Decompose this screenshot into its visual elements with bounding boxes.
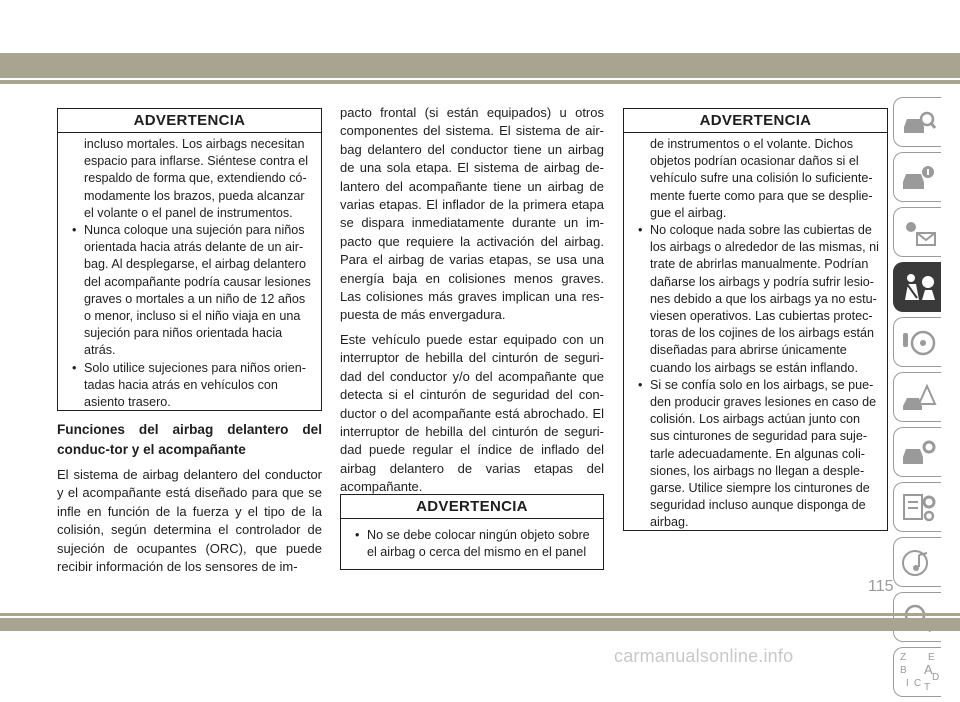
paragraph: Este vehículo puede estar equipado con un interruptor de hebilla del cinturón de seguri-dad del conductor y/o del acompañante que detecta si el cinturón de seguridad del con-ductor o del acompañante está abrochado. El interruptor de hebilla del cinturón de seguri-dad puede regular el índice de inflado del airbag delantero de varias etapas del acompañante. [340, 331, 604, 495]
paragraph: pacto frontal (si están equipados) u otros componentes del sistema. El sistema de air-bag delantero del conductor tiene un airbag de una sola etapa. El sistema de airbag de-lantero del acompañante tiene un airbag de varias etapas. El inflador de la primera etapa se dispara inmediatamente durante un im-pacto que requiere la activación del airbag. Para el airbag de varias etapas, se usa una energía baja en colisiones menos graves. Las colisiones más graves implican una res-puesta de más envergadura. [340, 105, 604, 323]
page-number: 115 [868, 578, 894, 595]
warning-title: ADVERTENCIA [624, 108, 887, 133]
tab-car-info[interactable] [893, 152, 941, 202]
warning-bullet: • Si se confía solo en los airbags, se pue-den producir graves lesiones en caso de colisión. Los airbags actúan junto con sus cinturones de seguridad para suje-tarle adecuadamente. En algunas coli-siones, los airbags no llegan a desple-garse. Utilice siempre los cinturones de seguridad incluso aunque disponga de airbag. [640, 377, 879, 532]
section-heading: Funciones del airbag delantero del conduc-tor y el acompañante [57, 422, 322, 457]
tab-index[interactable] [893, 592, 941, 642]
car-info-icon [901, 162, 937, 194]
warning-bullet: • No se debe colocar ningún objeto sobre el airbag o cerca del mismo en el panel [357, 527, 595, 561]
warning-bullet: • Solo utilice sujeciones para niños orien-tadas hacia atrás en vehículos con asiento trasero. [74, 360, 313, 412]
tab-starting-operating[interactable] [893, 317, 941, 367]
warning-body [624, 133, 887, 538]
warning-title: ADVERTENCIA [341, 494, 603, 519]
specifications-icon [901, 492, 937, 524]
multimedia-icon [901, 547, 937, 579]
warning-body [58, 133, 321, 417]
warning-box-middle [340, 494, 604, 570]
car-search-icon [901, 107, 937, 139]
index-letter: B [900, 665, 907, 676]
footer-band [0, 618, 960, 631]
warning-text: de instrumentos o el volante. Dichos objetos podrían ocasionar daños si el vehículo sufre una colisión lo suficiente-mente fuerte como para que se desplie-gue el airbag. [650, 137, 873, 220]
tab-multimedia[interactable] [893, 537, 941, 587]
chapter-tabs [893, 97, 943, 702]
column-middle-text [340, 104, 604, 503]
warning-title: ADVERTENCIA [58, 108, 321, 133]
tab-warning-lights[interactable] [893, 207, 941, 257]
warning-box-left [57, 108, 322, 411]
tab-safety[interactable] [893, 262, 941, 312]
warning-body [341, 519, 603, 567]
column-left-text [57, 420, 322, 582]
warning-bullet: • No coloque nada sobre las cubiertas de los airbags o alrededor de las mismas, ni trate de abrirlas manualmente. Podrían dañarse los airbags y podría sufrir lesio-nes debido a que los airbags ya no estu-viesen operativos. Las cubiertas protec-toras de los cojines de los airbags están diseñadas para abrirse únicamente cuando los airbags se están inflando. [640, 222, 879, 377]
index-letter: C [914, 678, 922, 689]
warning-text: incluso mortales. Los airbags necesitan espacio para inflarse. Siéntese contra el respaldo de forma que, extendiendo có-modamente los brazos, pueda alcanzar el volante o el panel de instrumentos. [84, 137, 309, 220]
tab-specifications[interactable] [893, 482, 941, 532]
index-letter: E [928, 652, 935, 663]
watermark: carmanualsonline.info [614, 646, 794, 666]
warning-box-right [623, 108, 888, 531]
index-letter: Z [900, 652, 907, 663]
footer-rule [0, 613, 960, 616]
index-letter: T [924, 682, 931, 693]
tab-alphabet-index[interactable] [893, 647, 941, 697]
steering-wheel-icon [901, 327, 937, 359]
index-letter: D [932, 672, 940, 683]
header-band [0, 53, 960, 78]
warning-lights-message-icon [901, 217, 937, 249]
roadside-warning-icon [901, 382, 937, 414]
tab-service[interactable] [893, 427, 941, 477]
seatbelt-airbag-icon [901, 272, 937, 304]
tab-car-search[interactable] [893, 97, 941, 147]
car-service-icon [901, 437, 937, 469]
index-letter: I [906, 678, 909, 689]
index-letter: A [924, 662, 933, 677]
warning-bullet: • Nunca coloque una sujeción para niños orientada hacia atrás delante de un air-bag. Al desplegarse, el airbag delantero del acompañante podría causar lesiones graves o mortales a un niño de 12 años o menor, incluso si el niño viaja en una sujeción para niños orientada hacia atrás. [74, 222, 313, 360]
header-rule [0, 80, 960, 84]
tab-emergency[interactable] [893, 372, 941, 422]
paragraph: El sistema de airbag delantero del conductor y el acompañante está diseñado para que se infle en función de la fuerza y el tipo de la colisión, según determina el controlador de sujeción de ocupantes (ORC), que puede recibir información de los sensores de im- [57, 467, 322, 575]
